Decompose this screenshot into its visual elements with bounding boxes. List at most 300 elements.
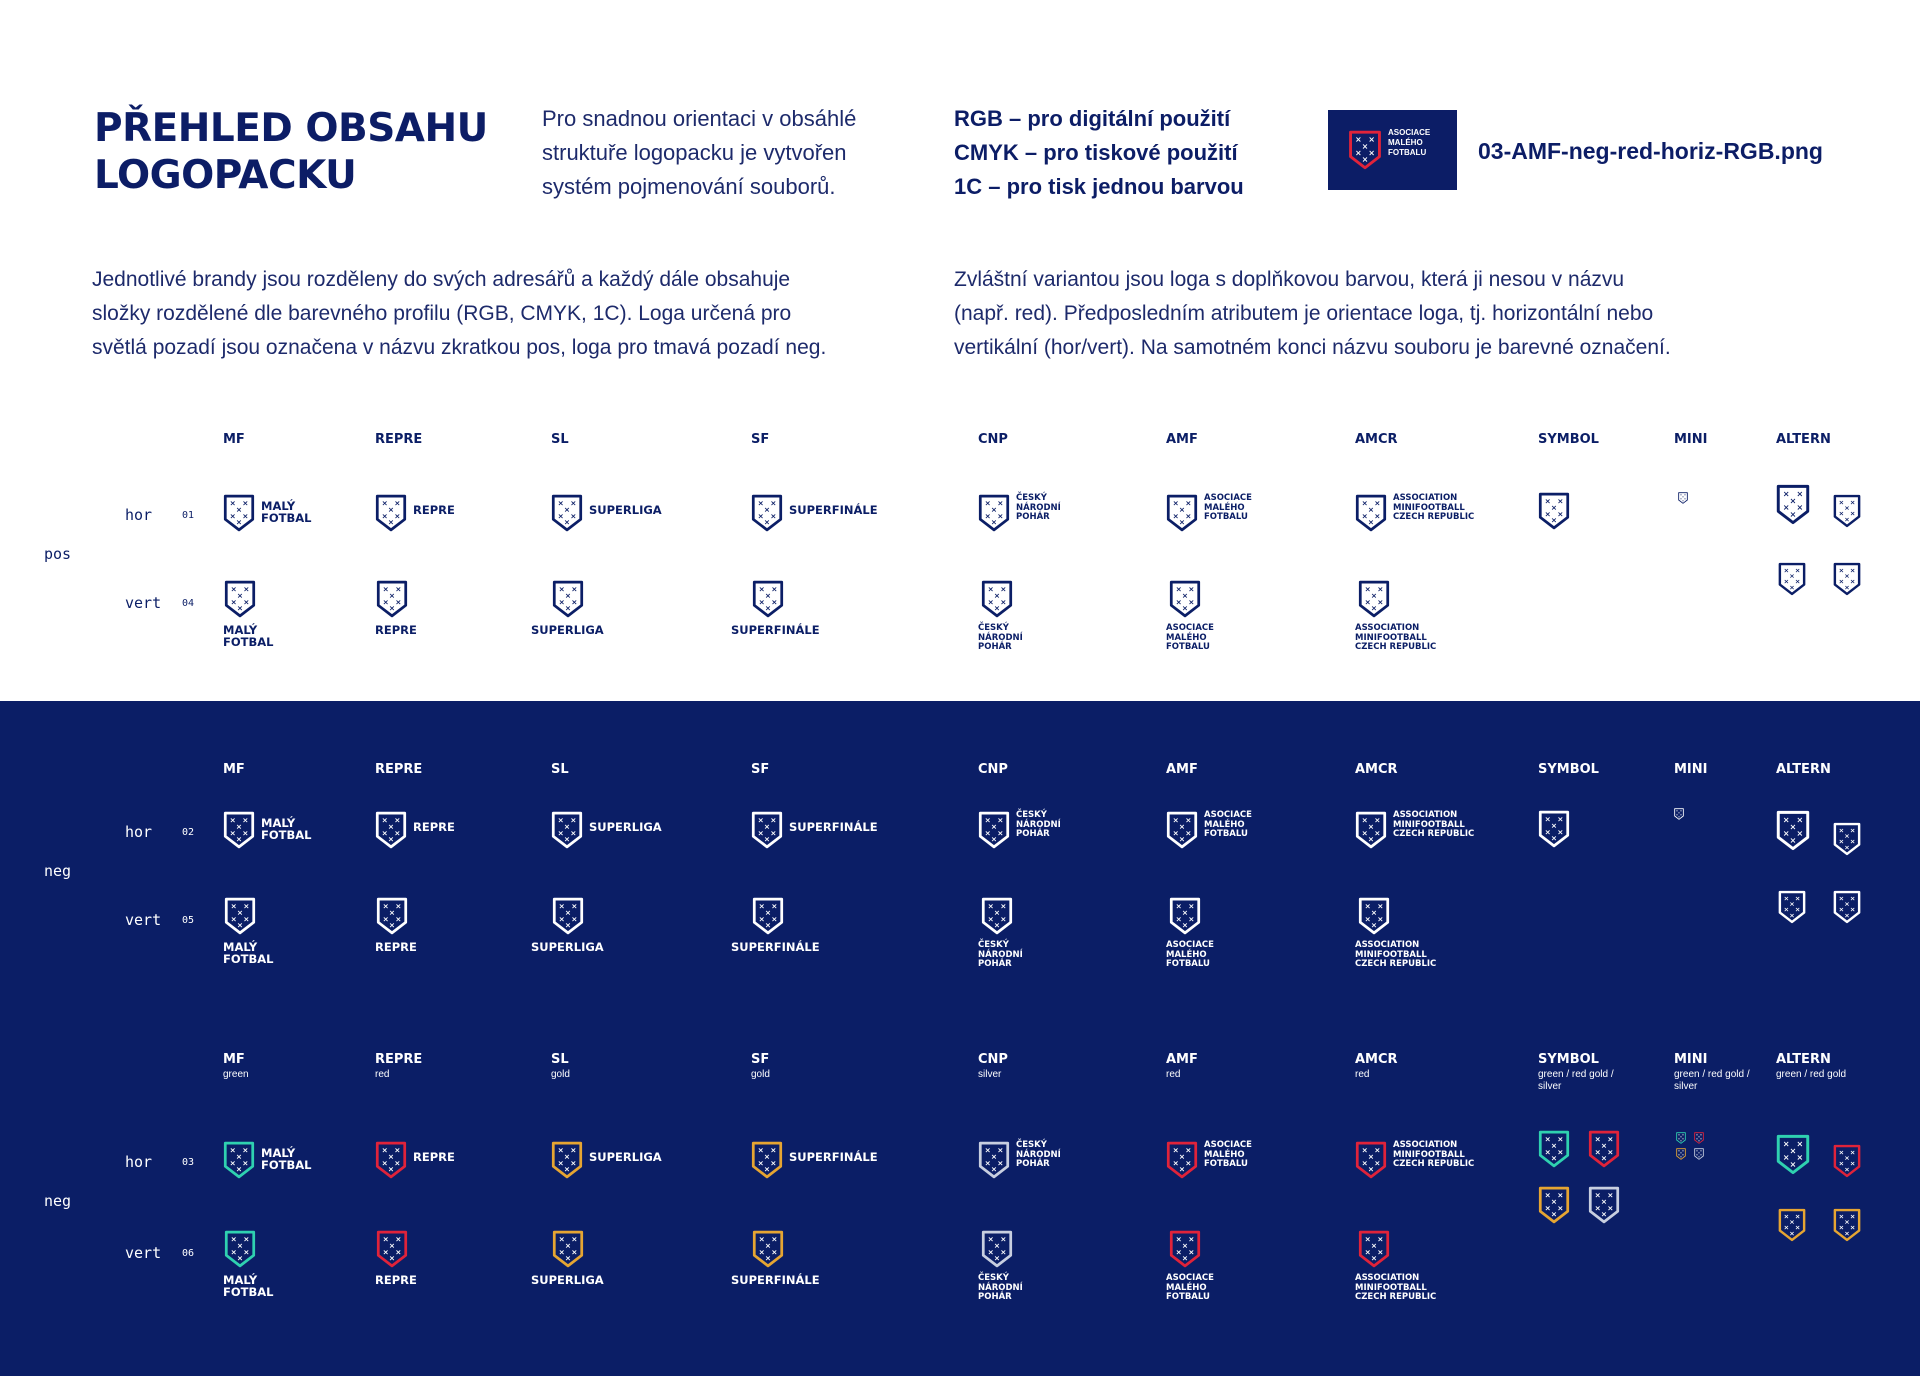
svg-text:×: × — [763, 504, 771, 514]
svg-text:×: × — [382, 901, 389, 911]
svg-text:×: × — [993, 920, 1001, 930]
column-header-mf: MF green — [223, 1052, 313, 1081]
brand-text-line: POHÁR — [978, 1292, 1012, 1302]
svg-text:×: × — [1849, 509, 1856, 518]
svg-text:×: × — [1676, 813, 1678, 817]
svg-text:×: × — [1682, 1133, 1684, 1137]
row-number: 06 — [182, 1248, 195, 1259]
brand-text-line: MINIFOOTBALL — [1355, 1282, 1427, 1293]
svg-text:×: × — [1172, 511, 1179, 521]
brand-text-line: FOTBAL — [261, 1158, 312, 1172]
svg-text:×: × — [770, 1158, 777, 1168]
brand-text-line: FOTBALU — [1166, 642, 1210, 652]
shield-icon — [1169, 1230, 1201, 1268]
svg-text:×: × — [1364, 914, 1371, 924]
svg-text:×: × — [1789, 1229, 1795, 1238]
svg-text:×: × — [997, 828, 1004, 838]
column-sub-label: red — [1355, 1069, 1370, 1080]
brand-text-line: MALÝ — [223, 623, 258, 637]
svg-text:×: × — [1838, 826, 1845, 835]
svg-text:×: × — [1172, 828, 1179, 838]
shield-icon — [1778, 890, 1806, 924]
svg-text:×: × — [1696, 1137, 1698, 1141]
svg-text:×: × — [1361, 511, 1368, 521]
brand-text-line: MALÉHO — [1166, 949, 1207, 960]
intro-line: systém pojmenování souborů. — [542, 174, 836, 199]
svg-text:×: × — [1188, 597, 1195, 607]
svg-text:×: × — [1550, 1196, 1558, 1206]
profile-1c: 1C – pro tisk jednou barvou — [954, 174, 1244, 199]
brand-text-line: SUPERLIGA — [531, 1273, 604, 1287]
svg-text:×: × — [229, 1158, 236, 1168]
brand-text-line: FOTBALU — [1166, 1292, 1210, 1302]
svg-text:×: × — [1849, 905, 1856, 914]
logo-mf-vert — [223, 941, 273, 965]
svg-text:×: × — [229, 828, 236, 838]
svg-text:×: × — [1844, 1229, 1850, 1238]
svg-text:×: × — [1844, 504, 1850, 513]
svg-text:×: × — [1181, 920, 1189, 930]
svg-text:×: × — [1838, 905, 1845, 914]
brand-text-line: MALÉHO — [1204, 1149, 1245, 1160]
svg-text:×: × — [571, 901, 578, 911]
svg-text:×: × — [770, 815, 777, 825]
svg-text:×: × — [987, 901, 994, 911]
svg-text:×: × — [236, 1240, 244, 1250]
svg-text:×: × — [242, 1145, 249, 1155]
svg-text:×: × — [230, 914, 237, 924]
svg-text:×: × — [243, 1234, 250, 1244]
svg-text:×: × — [1838, 577, 1845, 586]
svg-text:×: × — [757, 828, 764, 838]
svg-text:×: × — [571, 597, 578, 607]
svg-text:×: × — [230, 901, 237, 911]
svg-text:×: × — [997, 1145, 1004, 1155]
svg-text:×: × — [1361, 141, 1369, 151]
svg-text:×: × — [1544, 1134, 1551, 1144]
shield-icon — [1355, 494, 1387, 532]
svg-text:×: × — [1594, 1134, 1601, 1144]
column-sub-label: green / red gold — [1776, 1069, 1847, 1080]
svg-text:×: × — [997, 1158, 1004, 1168]
svg-text:×: × — [1361, 815, 1368, 825]
logo-amcr-hor — [1393, 1141, 1474, 1170]
svg-text:×: × — [1849, 577, 1856, 586]
svg-text:×: × — [388, 1253, 396, 1263]
logo-repre-vert — [375, 1274, 417, 1286]
svg-text:×: × — [1178, 821, 1186, 831]
svg-text:×: × — [1544, 1190, 1551, 1200]
svg-text:×: × — [394, 1145, 401, 1155]
brand-text-line: MALÉHO — [1166, 632, 1207, 643]
svg-text:×: × — [1844, 1154, 1850, 1163]
svg-text:×: × — [381, 511, 388, 521]
brand-text-line: REPRE — [413, 820, 455, 834]
brand-text-line: CZECH REPUBLIC — [1393, 829, 1475, 839]
brand-text-line: NÁRODNÍ — [1016, 1149, 1061, 1160]
column-header-cnp: CNP — [978, 762, 1008, 777]
svg-text:×: × — [1175, 597, 1182, 607]
brand-text-line: CZECH REPUBLIC — [1355, 959, 1437, 969]
svg-text:×: × — [1355, 148, 1362, 158]
svg-text:×: × — [1374, 815, 1381, 825]
brand-text-line: MALÉHO — [1166, 1282, 1207, 1293]
svg-text:×: × — [1838, 1223, 1845, 1232]
svg-text:×: × — [563, 821, 571, 831]
svg-text:×: × — [236, 603, 244, 613]
column-header-sl: SL — [551, 762, 569, 777]
svg-text:×: × — [1782, 815, 1790, 825]
intro-text — [542, 102, 922, 204]
svg-text:×: × — [382, 597, 389, 607]
svg-text:×: × — [243, 1247, 250, 1257]
svg-text:×: × — [388, 590, 396, 600]
logo-sf-vert — [731, 941, 820, 953]
svg-text:×: × — [764, 603, 772, 613]
svg-text:×: × — [990, 1151, 998, 1161]
svg-text:×: × — [242, 1158, 249, 1168]
column-sub-label: gold — [551, 1069, 570, 1080]
svg-text:×: × — [1370, 907, 1378, 917]
svg-text:×: × — [235, 834, 243, 844]
svg-text:×: × — [1680, 1155, 1682, 1159]
column-header-mini: MINI — [1674, 432, 1708, 447]
brand-text-line: SUPERLIGA — [589, 820, 662, 834]
svg-text:×: × — [1684, 493, 1686, 497]
svg-text:×: × — [771, 584, 778, 594]
svg-text:×: × — [1361, 1145, 1368, 1155]
svg-text:×: × — [1178, 517, 1186, 527]
shield-icon — [1833, 1208, 1861, 1242]
svg-text:×: × — [563, 1151, 571, 1161]
svg-text:×: × — [1794, 566, 1801, 575]
logo-sl-hor — [589, 1151, 662, 1163]
svg-text:×: × — [558, 1234, 565, 1244]
svg-text:×: × — [1796, 489, 1804, 499]
svg-text:×: × — [1557, 1134, 1564, 1144]
brand-text-line: SUPERFINÁLE — [731, 940, 820, 954]
column-sub-label: green / red gold / silver — [1538, 1069, 1614, 1092]
svg-text:×: × — [1175, 584, 1182, 594]
svg-text:×: × — [1838, 1212, 1845, 1221]
svg-text:×: × — [1844, 1218, 1850, 1227]
brand-text-line: ASSOCIATION — [1355, 940, 1420, 950]
dark-background-band — [0, 701, 1920, 1376]
svg-text:×: × — [1700, 1149, 1702, 1153]
svg-text:×: × — [984, 815, 991, 825]
svg-text:×: × — [763, 1164, 771, 1174]
svg-text:×: × — [1370, 590, 1378, 600]
svg-text:×: × — [1849, 498, 1856, 507]
svg-text:×: × — [1364, 1247, 1371, 1257]
svg-text:×: × — [1594, 1190, 1601, 1200]
svg-text:×: × — [1594, 1203, 1601, 1213]
svg-text:×: × — [993, 1253, 1001, 1263]
svg-text:×: × — [1175, 1234, 1182, 1244]
logo-sl-hor — [589, 504, 662, 516]
svg-text:×: × — [1844, 832, 1850, 841]
svg-text:×: × — [1796, 503, 1804, 513]
intro-line: struktuře logopacku je vytvořen — [542, 140, 847, 165]
svg-text:×: × — [1600, 1153, 1608, 1163]
sample-logo-line: MALÉHO — [1388, 138, 1423, 147]
svg-text:×: × — [1377, 584, 1384, 594]
logo-mf-hor — [261, 1147, 311, 1171]
shield-icon — [1776, 1134, 1810, 1175]
shield-icon — [1538, 1130, 1570, 1168]
shield-icon — [552, 897, 584, 935]
svg-text:×: × — [1607, 1147, 1614, 1157]
column-header-repre: REPRE red — [375, 1052, 465, 1081]
shield-icon — [751, 494, 783, 532]
profile-rgb: RGB – pro digitální použití — [954, 106, 1231, 131]
svg-text:×: × — [1796, 815, 1804, 825]
column-header-repre: REPRE — [375, 762, 423, 777]
shield-icon — [752, 897, 784, 935]
svg-text:×: × — [1377, 914, 1384, 924]
svg-text:×: × — [1607, 1134, 1614, 1144]
svg-text:×: × — [1550, 833, 1558, 843]
shield-icon — [1833, 1144, 1861, 1178]
svg-text:×: × — [1680, 493, 1682, 497]
shield-icon — [981, 897, 1013, 935]
svg-text:×: × — [993, 590, 1001, 600]
brand-text-line: MALÝ — [261, 1146, 296, 1160]
brand-text-line: FOTBAL — [261, 828, 312, 842]
svg-text:×: × — [230, 1234, 237, 1244]
svg-text:×: × — [558, 597, 565, 607]
shield-icon — [1833, 562, 1861, 596]
row-label-hor: hor — [125, 506, 153, 524]
svg-text:×: × — [1783, 905, 1790, 914]
shield-icon — [1166, 1141, 1198, 1179]
svg-text:×: × — [1676, 809, 1678, 813]
svg-text:×: × — [564, 920, 572, 930]
svg-text:×: × — [1544, 496, 1551, 506]
svg-text:×: × — [1181, 1240, 1189, 1250]
paragraph-right — [954, 263, 1854, 365]
svg-text:×: × — [1783, 894, 1790, 903]
column-header-sl: SL — [551, 432, 569, 447]
svg-text:×: × — [1678, 1153, 1680, 1157]
column-header-symbol: SYMBOL green / red gold / silver — [1538, 1052, 1628, 1093]
logo-amf-vert — [1166, 1274, 1214, 1303]
svg-text:×: × — [984, 498, 991, 508]
svg-text:×: × — [1178, 1164, 1186, 1174]
svg-text:×: × — [1783, 1223, 1790, 1232]
svg-text:×: × — [770, 498, 777, 508]
shield-icon — [552, 580, 584, 618]
svg-text:×: × — [382, 914, 389, 924]
svg-text:×: × — [1682, 1153, 1684, 1157]
svg-text:×: × — [758, 1234, 765, 1244]
svg-text:×: × — [1364, 597, 1371, 607]
svg-text:×: × — [1550, 1153, 1558, 1163]
svg-text:×: × — [243, 914, 250, 924]
svg-text:×: × — [1789, 835, 1797, 845]
logo-amcr-hor — [1393, 494, 1474, 523]
logo-amf-vert — [1166, 941, 1214, 970]
brand-text-line: MALÝ — [261, 816, 296, 830]
svg-text:×: × — [1696, 1149, 1698, 1153]
svg-text:×: × — [1600, 1140, 1608, 1150]
shield-icon — [1538, 492, 1570, 530]
logo-cnp-hor — [1016, 494, 1061, 523]
brand-text-line: ČESKÝ — [978, 623, 1009, 633]
svg-text:×: × — [1367, 1151, 1375, 1161]
svg-text:×: × — [1783, 566, 1790, 575]
shield-icon — [551, 1141, 583, 1179]
svg-text:×: × — [382, 584, 389, 594]
svg-text:×: × — [1600, 1196, 1608, 1206]
logo-sf-hor — [789, 504, 878, 516]
svg-text:×: × — [395, 584, 402, 594]
svg-text:×: × — [1782, 503, 1790, 513]
svg-text:×: × — [1682, 1137, 1684, 1141]
page-title — [94, 106, 488, 200]
svg-text:×: × — [1557, 814, 1564, 824]
svg-text:×: × — [1849, 1148, 1856, 1157]
svg-text:×: × — [1172, 815, 1179, 825]
column-header-mf: MF — [223, 432, 245, 447]
shield-icon — [978, 811, 1010, 849]
svg-text:×: × — [984, 1158, 991, 1168]
svg-text:×: × — [1700, 1153, 1702, 1157]
shield-icon — [1778, 562, 1806, 596]
svg-text:×: × — [394, 1158, 401, 1168]
column-header-cnp: CNP — [978, 432, 1008, 447]
paragraph-line: světlá pozadí jsou označena v názvu zkratkou pos, loga pro tmavá pozadí neg. — [92, 336, 827, 359]
svg-text:×: × — [770, 828, 777, 838]
svg-text:×: × — [557, 498, 564, 508]
svg-text:×: × — [1698, 1135, 1700, 1139]
logo-repre-hor — [413, 504, 455, 516]
svg-text:×: × — [1844, 911, 1850, 920]
shield-icon — [1358, 580, 1390, 618]
svg-text:×: × — [394, 498, 401, 508]
svg-text:×: × — [1838, 498, 1845, 507]
svg-text:×: × — [758, 584, 765, 594]
svg-text:×: × — [1680, 809, 1682, 813]
svg-text:×: × — [236, 1253, 244, 1263]
svg-text:×: × — [387, 504, 395, 514]
svg-text:×: × — [984, 511, 991, 521]
svg-text:×: × — [1377, 901, 1384, 911]
logo-amcr-vert — [1355, 1274, 1436, 1303]
svg-text:×: × — [1181, 590, 1189, 600]
logo-amcr-vert — [1355, 941, 1436, 970]
column-sub-label: red — [1166, 1069, 1181, 1080]
svg-text:×: × — [571, 1234, 578, 1244]
svg-text:×: × — [558, 901, 565, 911]
svg-text:×: × — [990, 834, 998, 844]
svg-text:×: × — [1368, 135, 1375, 145]
brand-text-line: MINIFOOTBALL — [1393, 502, 1465, 513]
brand-text-line: POHÁR — [978, 642, 1012, 652]
svg-text:×: × — [1374, 828, 1381, 838]
svg-text:×: × — [987, 1247, 994, 1257]
svg-text:×: × — [235, 504, 243, 514]
logo-sf-vert — [731, 624, 820, 636]
column-sub-label: gold — [751, 1069, 770, 1080]
svg-text:×: × — [990, 517, 998, 527]
column-sub-label: green / red gold / silver — [1674, 1069, 1750, 1092]
svg-text:×: × — [387, 834, 395, 844]
svg-text:×: × — [1782, 1139, 1790, 1149]
svg-text:×: × — [1698, 1151, 1700, 1155]
svg-text:×: × — [1175, 1247, 1182, 1257]
brand-text-line: FOTBALU — [1204, 512, 1248, 522]
intro-line: Pro snadnou orientaci v obsáhlé — [542, 106, 857, 131]
svg-text:×: × — [387, 517, 395, 527]
svg-text:×: × — [1794, 894, 1801, 903]
brand-text-line: ČESKÝ — [1016, 493, 1047, 503]
svg-text:×: × — [1678, 815, 1680, 819]
brand-text-line: ASSOCIATION — [1355, 1273, 1420, 1283]
svg-text:×: × — [993, 1240, 1001, 1250]
svg-text:×: × — [563, 504, 571, 514]
brand-text-line: MALÉHO — [1204, 819, 1245, 830]
shield-icon — [1358, 897, 1390, 935]
row-number: 04 — [182, 598, 195, 609]
column-header-cnp: CNP silver — [978, 1052, 1068, 1081]
brand-text-line: REPRE — [375, 623, 417, 637]
svg-text:×: × — [235, 517, 243, 527]
logo-repre-hor — [413, 821, 455, 833]
svg-text:×: × — [1849, 837, 1856, 846]
svg-text:×: × — [1361, 498, 1368, 508]
svg-text:×: × — [758, 914, 765, 924]
svg-text:×: × — [229, 498, 236, 508]
shield-icon — [1588, 1186, 1620, 1224]
svg-text:×: × — [987, 597, 994, 607]
svg-text:×: × — [1364, 1234, 1371, 1244]
brand-text-line: FOTBALU — [1204, 829, 1248, 839]
svg-text:×: × — [1680, 1135, 1682, 1139]
svg-text:×: × — [1796, 1139, 1804, 1149]
svg-text:×: × — [1789, 1146, 1797, 1156]
svg-text:×: × — [1550, 820, 1558, 830]
sample-logo-line: FOTBALU — [1388, 148, 1427, 157]
svg-text:×: × — [1544, 509, 1551, 519]
svg-text:×: × — [763, 1151, 771, 1161]
svg-text:×: × — [1794, 577, 1801, 586]
svg-text:×: × — [557, 815, 564, 825]
brand-text-line: CZECH REPUBLIC — [1393, 1159, 1475, 1169]
shield-icon — [1588, 1130, 1620, 1168]
shield-icon — [376, 1230, 408, 1268]
brand-text-line: ČESKÝ — [978, 940, 1009, 950]
svg-text:×: × — [764, 1253, 772, 1263]
column-header-amcr: AMCR red — [1355, 1052, 1445, 1081]
svg-text:×: × — [1844, 515, 1850, 524]
logo-mf-vert — [223, 624, 273, 648]
brand-text-line: CZECH REPUBLIC — [1355, 642, 1437, 652]
column-header-altern: ALTERN — [1776, 762, 1831, 777]
paragraph-line: (např. red). Předposledním atributem je orientace loga, tj. horizontální nebo — [954, 302, 1654, 325]
logo-cnp-hor — [1016, 1141, 1061, 1170]
svg-text:×: × — [993, 907, 1001, 917]
svg-text:×: × — [1361, 1158, 1368, 1168]
shield-icon — [1678, 492, 1688, 504]
svg-text:×: × — [1185, 511, 1192, 521]
brand-text-line: ČESKÝ — [1016, 1140, 1047, 1150]
brand-text-line: ASOCIACE — [1204, 493, 1252, 503]
brand-text-line: ČESKÝ — [1016, 810, 1047, 820]
svg-text:×: × — [1544, 827, 1551, 837]
shield-icon — [1166, 494, 1198, 532]
profile-cmyk: CMYK – pro tiskové použití — [954, 140, 1238, 165]
